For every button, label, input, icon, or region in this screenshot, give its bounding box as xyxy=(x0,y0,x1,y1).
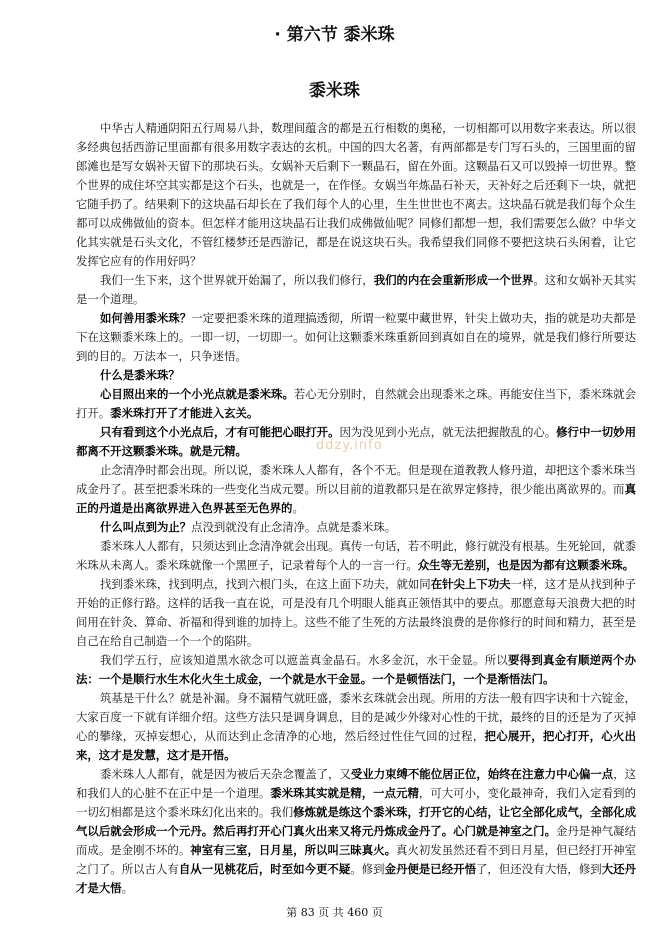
page-title: 黍米珠 xyxy=(309,81,360,101)
text-run: 点没到就没有止念清净。点就是黍米珠。 xyxy=(191,520,397,534)
paragraph xyxy=(76,575,636,651)
paragraph xyxy=(76,119,636,271)
text-run: ，可大可小，变化最神奇，我们入定看到的一切幻相都是这个黍米珠幻化出来的。我们 xyxy=(76,786,636,819)
text-run: 我们一生下来，这个世界就开始漏了，所以我们修行， xyxy=(100,273,374,287)
bold-text-run: 真正的丹道是出离欲界进入色界甚至无色界的 xyxy=(76,482,636,515)
bold-text-run: 大还丹才是大悟 xyxy=(76,862,636,895)
bold-text-run: 只有看到这个小光点后，才有可能把心眼打开。 xyxy=(100,425,340,439)
text-run: 。 xyxy=(292,501,304,515)
bold-text-run: 修炼就是练这个黍米珠，打开它的心结，让它全部化成气，全部化成气以后就会形成一个元丹。然后再打开心门真火出来又将元丹炼成金丹了。心门就是神室之门。 xyxy=(76,805,636,838)
bold-text-run: 什么叫点到为止？ xyxy=(100,520,192,534)
bold-text-run: 修行中一切妙用都离不开这颗黍米珠。就是元精。 xyxy=(76,425,636,458)
text-run: 真火初发虽然还看不到日月星，但已经打开神室之门了。所以古人有 xyxy=(76,843,636,876)
paragraph xyxy=(76,537,636,575)
text-run: 若心无分别时，自然就会出现黍米之珠。再能安住当下，黍米珠就会打开。 xyxy=(76,387,636,420)
paragraph xyxy=(76,518,636,537)
paragraph xyxy=(76,309,636,366)
paragraph xyxy=(76,765,636,898)
text-run: 了，但还没有大悟，修到 xyxy=(476,862,602,876)
bold-text-run: 自从一见桃花后，时至如今更不疑 xyxy=(178,862,351,876)
bold-text-run: 在针尖上下功夫 xyxy=(430,577,511,591)
text-run: 一样，这才是从找到种子开始的正修行路。这样的话我一直在说，可是没有几个明眼人能真正领悟其中的要点。那愿意每天浪费大把的时间用在针灸、算命、祈福和得到谁的加持上。这些不能了生死的方法最终浪费的是你修行的时间和精力，甚至是自己在给自己制造一个一个的陷阱。 xyxy=(76,577,636,648)
paragraph xyxy=(76,689,636,765)
paragraph xyxy=(76,651,636,689)
text-run: 找到黍米珠，找到明点，找到六根门头，在这上面下功夫，就如同 xyxy=(100,577,431,591)
bold-text-run: 金丹便是已经开悟 xyxy=(384,862,476,876)
text-run: 。 xyxy=(121,881,133,895)
bold-text-run: 什么是黍米珠？ xyxy=(100,368,180,382)
bold-text-run: 把心展开，把心打开，心火出来，这才是发慧，这才是开悟。 xyxy=(76,729,636,762)
text-run: 因为没见到小光点，就无法把握散乱的心。 xyxy=(339,425,557,439)
paragraph xyxy=(76,271,636,309)
bold-text-run: 我们的内在会重新形成一个世界 xyxy=(373,273,534,287)
text-run: 止念清净时都会出现。所以说，黍米珠人人都有，各个不无。但是现在道教教人修丹道，却把这个黍米珠当成金丹了。甚至把黍米珠的一些变化当成元婴。所以目前的道教都只是在欲界定修持，很少能出离欲界的。而 xyxy=(76,463,636,496)
bold-text-run: 神室有三室，日月星，所以叫三昧真火。 xyxy=(190,843,397,857)
bold-text-run: 黍米珠其实就是精，一点元精 xyxy=(270,786,419,800)
text-run: 一定要把黍米珠的道理搞透彻，所谓一粒粟中藏世界，针尖上做功夫，指的就是功夫都是下在这颗黍米珠上的。一即一切，一切即一。如何让这颗黍米珠重新回到真如自在的境界，就是我们修行所要达到的目的。万法本一，只争迷悟。 xyxy=(76,311,636,363)
text-run: 。修到 xyxy=(350,862,385,876)
text-run: 黍米珠人人都有，就是因为被后天杂念覆盖了，又 xyxy=(100,767,351,781)
page-footer: 第 83 页 共 460 页 xyxy=(286,906,383,919)
text-run: 中华古人精通阴阳五行周易八卦，数理间蕴含的都是五行相数的奥秘，一切相都可以用数字来表达。所以很多经典包括西游记里面都有很多用数字表达的玄机。中国的四大名著，有两部都是专门写石头的，三国里面的留郎滩也是写女娲补天留下的那块石头。女娲补天后剩下一颗晶石，留在外面。这颗晶石又可以毁掉一切世界。整个世界的成住坏空其实都是这个石头，也就是一，在作怪。女娲当年炼晶石补天，天补好之后还剩下一块，就把它随手扔了。结果剩下的这块晶石却长在了我们每个人的心里，生生世世也不离去。这块晶石就是我们每个众生都可以成佛做仙的资本。但怎样才能用这块晶石让我们成佛做仙呢？同修们都想一想，我们需要怎么做？中华文化其实就是石头文化，不管红楼梦还是西游记，都是在说这块石头。我希望我们同修不要把这块石头闲着，让它发挥它应有的作用好吗？ xyxy=(76,121,636,268)
text-run: 。这和女娲补天其实是一个道理。 xyxy=(76,273,636,306)
bold-text-run: 黍米珠打开了才能进入玄关。 xyxy=(110,406,259,420)
section-title: · 第六节 黍米珠 xyxy=(274,25,395,45)
body-text xyxy=(76,119,636,898)
bold-text-run: 受业力束缚不能位居正位，始终在注意力中心偏一点 xyxy=(350,767,614,781)
watermark: ddzy.info xyxy=(316,438,383,453)
paragraph xyxy=(76,461,636,518)
bold-text-run: 要得到真金有顺逆两个办法：一个是顺行水生木化火生土成金，一个就是水干金显。一个是顿悟法门，一个是渐悟法门。 xyxy=(76,653,636,686)
paragraph xyxy=(76,366,636,385)
bold-text-run: 心目照出来的一个小光点就是黍米珠。 xyxy=(100,387,294,401)
text-run: 黍米珠人人都有，只须达到止念清净就会出现。真传一句话，若不明此，修行就没有根基。生死轮回，就黍米珠从未离人。黍米珠就像一个黑匣子，记录着每个人的一言一行。 xyxy=(76,539,636,572)
text-run: ，这和我们人的心脏不在正中是一个道理。 xyxy=(76,767,636,800)
text-run: 金丹是神气凝结而成。是金刚不坏的。 xyxy=(76,824,636,857)
text-run: 我们学五行，应该知道黑水欲念可以遮盖真金晶石。水多金沉，水干金显。所以 xyxy=(100,653,509,667)
bold-text-run: 如何善用黍米珠？ xyxy=(100,311,192,325)
bold-text-run: 众生等无差别，也是因为都有这颗黍米珠。 xyxy=(417,558,635,572)
text-run: 筑基是干什么？就是补漏。身不漏精气就旺盛，黍米玄珠就会出现。所用的方法一般有四字诀和十六锭金，大家百度一下就有详细介绍。这些方法只是调身调息，目的是减少外缘对心性的干扰，最终的目的还是为了灭掉心的攀缘，灭掉妄想心，从而达到止念清净的心地，然后经过性住气回的过程， xyxy=(76,691,636,743)
paragraph xyxy=(76,385,636,423)
